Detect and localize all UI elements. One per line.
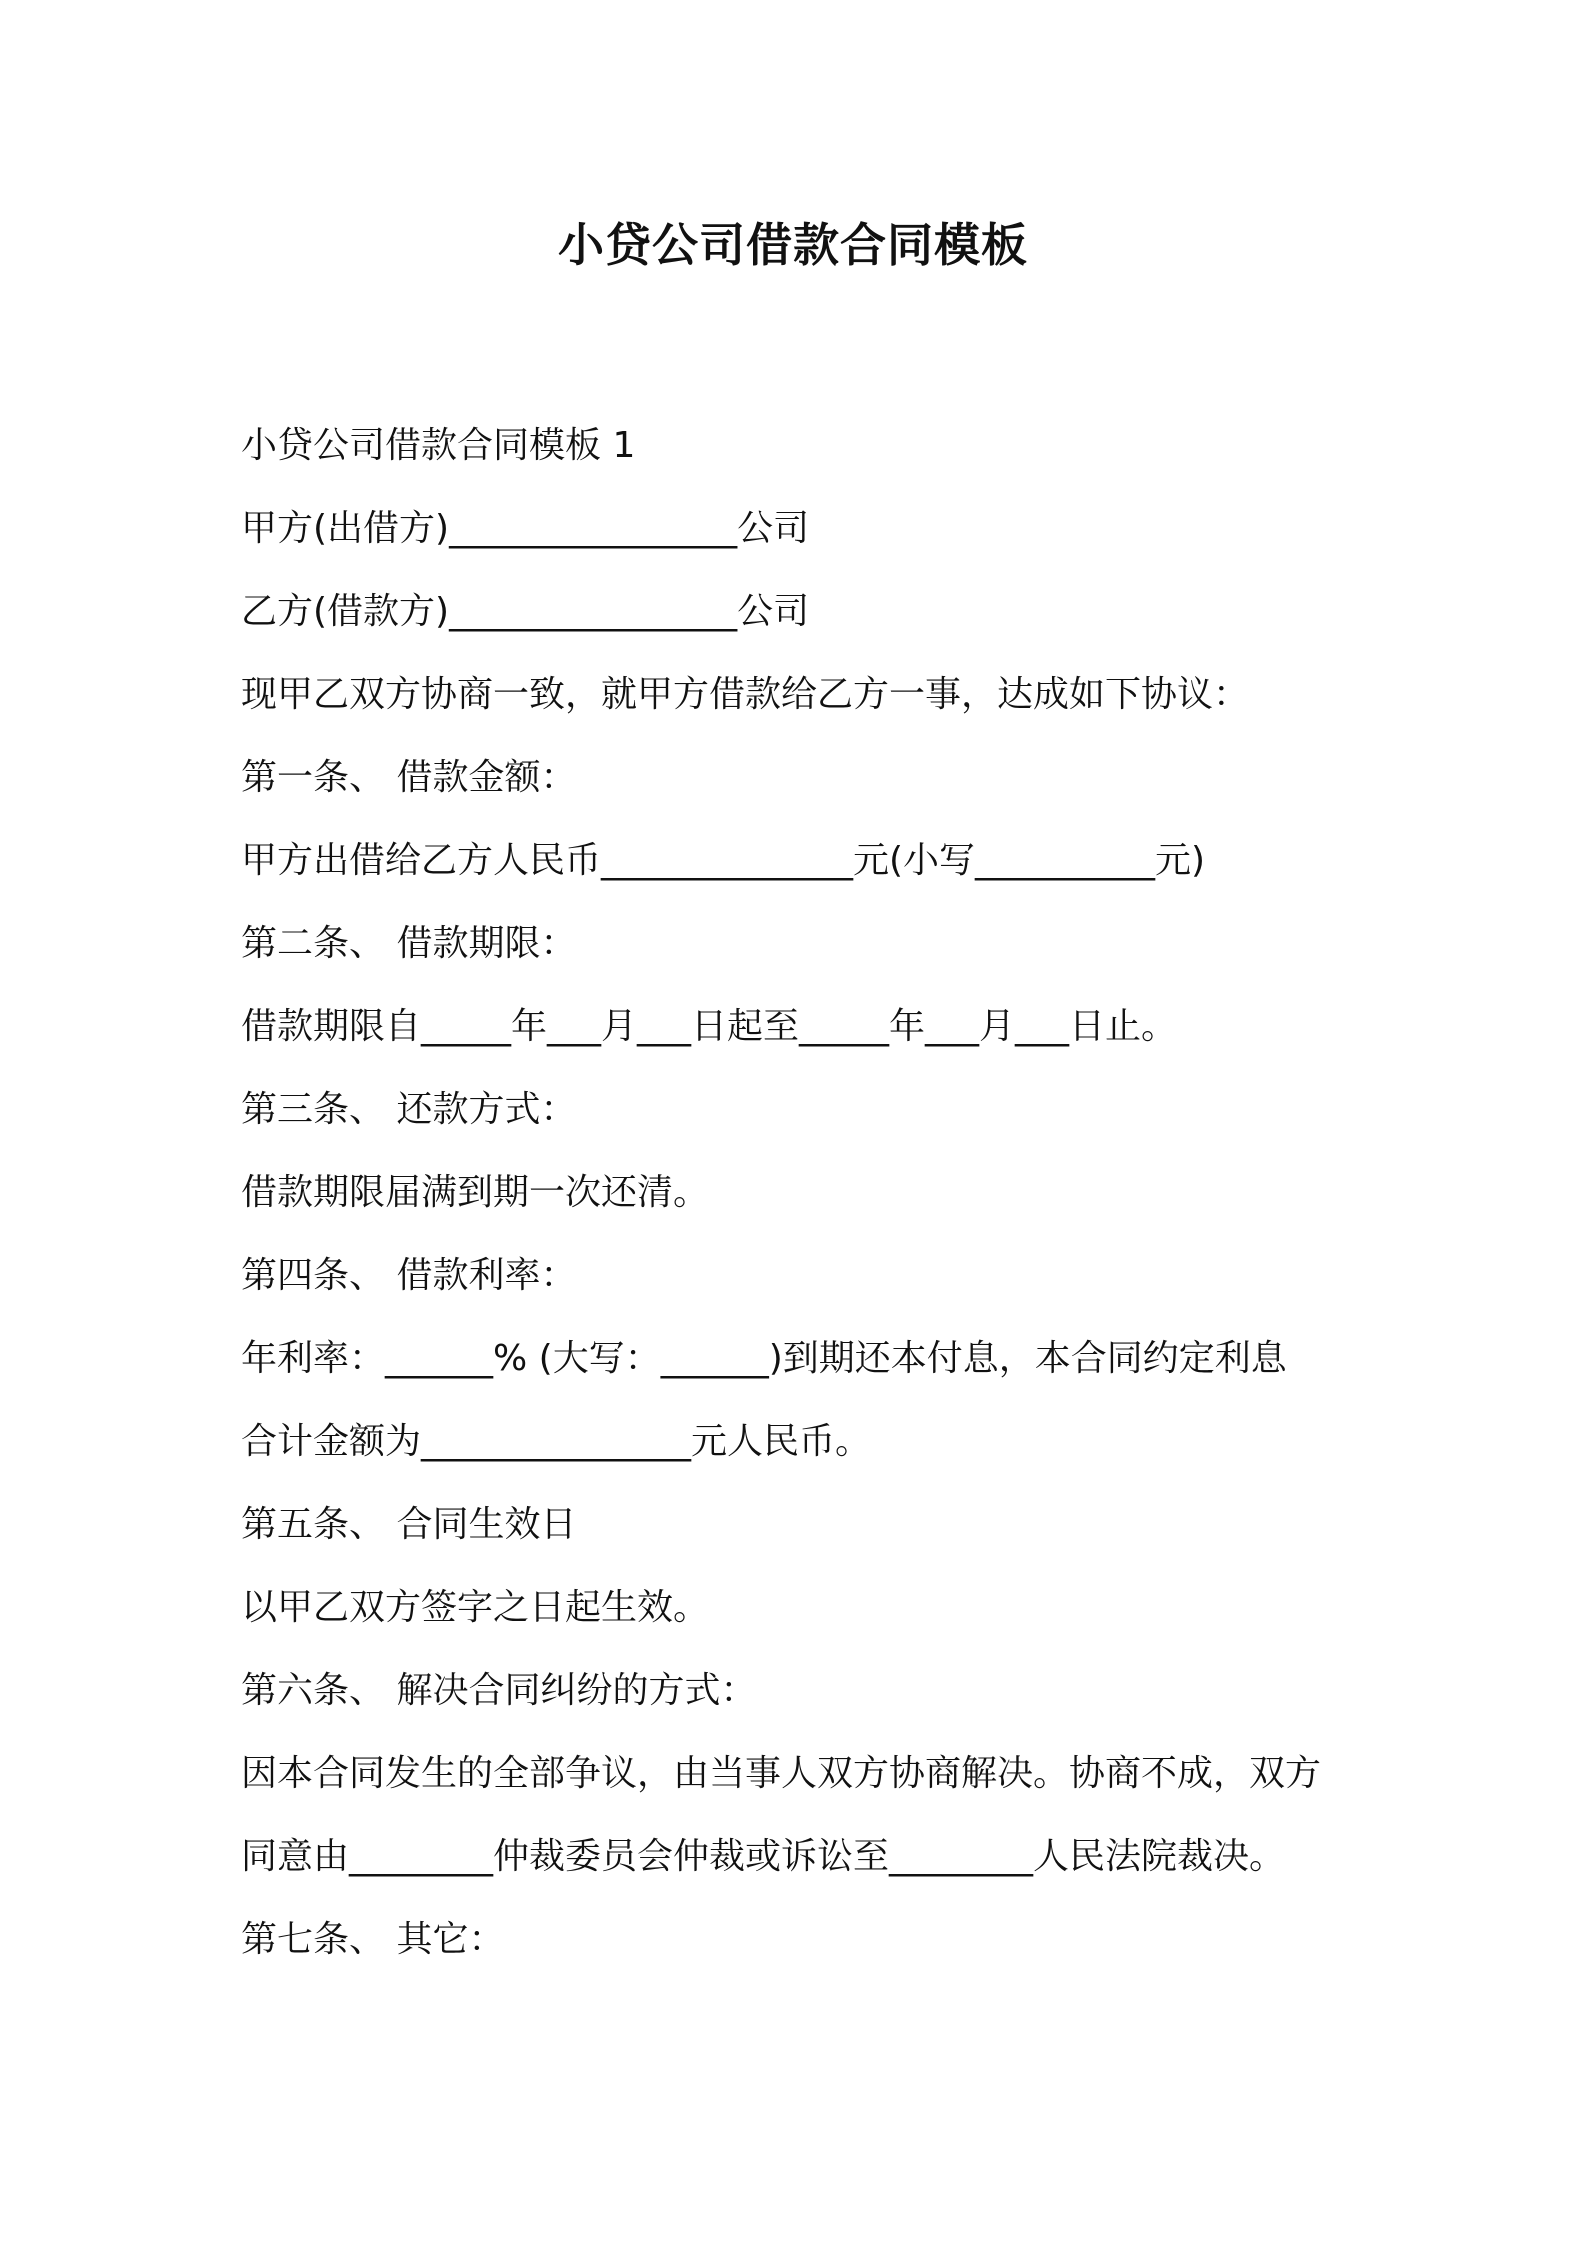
article-6-heading: 第六条、 解决合同纠纷的方式： [241, 1670, 757, 1711]
article-5-text: 以甲乙双方签字之日起生效。 [241, 1587, 710, 1628]
document-body [241, 404, 1381, 1981]
party-b-line: 乙方(借款方)________________公司 [241, 591, 810, 632]
article-3-text: 借款期限届满到期一次还清。 [241, 1172, 710, 1213]
article-1-heading: 第一条、 借款金额： [241, 757, 577, 798]
article-5-heading: 第五条、 合同生效日 [241, 1504, 577, 1545]
subtitle-line: 小贷公司借款合同模板 1 [241, 425, 636, 466]
article-2-text: 借款期限自_____年___月___日起至_____年___月___日止。 [241, 1006, 1178, 1047]
article-7-heading: 第七条、 其它： [241, 1919, 505, 1960]
party-a-line: 甲方(出借方)________________公司 [241, 508, 810, 549]
article-6-text-2: 同意由________仲裁委员会仲裁或诉讼至________人民法院裁决。 [241, 1836, 1286, 1877]
article-6-text-1: 因本合同发生的全部争议，由当事人双方协商解决。协商不成，双方 [241, 1753, 1322, 1794]
article-4-text-2: 合计金额为_______________元人民币。 [241, 1421, 872, 1462]
agreement-intro-line: 现甲乙双方协商一致，就甲方借款给乙方一事，达成如下协议： [241, 674, 1250, 715]
article-3-heading: 第三条、 还款方式： [241, 1089, 577, 1130]
article-2-heading: 第二条、 借款期限： [241, 923, 577, 964]
article-4-heading: 第四条、 借款利率： [241, 1255, 577, 1296]
article-1-text: 甲方出借给乙方人民币______________元(小写__________元) [241, 840, 1206, 881]
article-4-text-1: 年利率：______% (大写：______)到期还本付息，本合同约定利息 [241, 1338, 1287, 1379]
document-title: 小贷公司借款合同模板 [558, 218, 1028, 272]
